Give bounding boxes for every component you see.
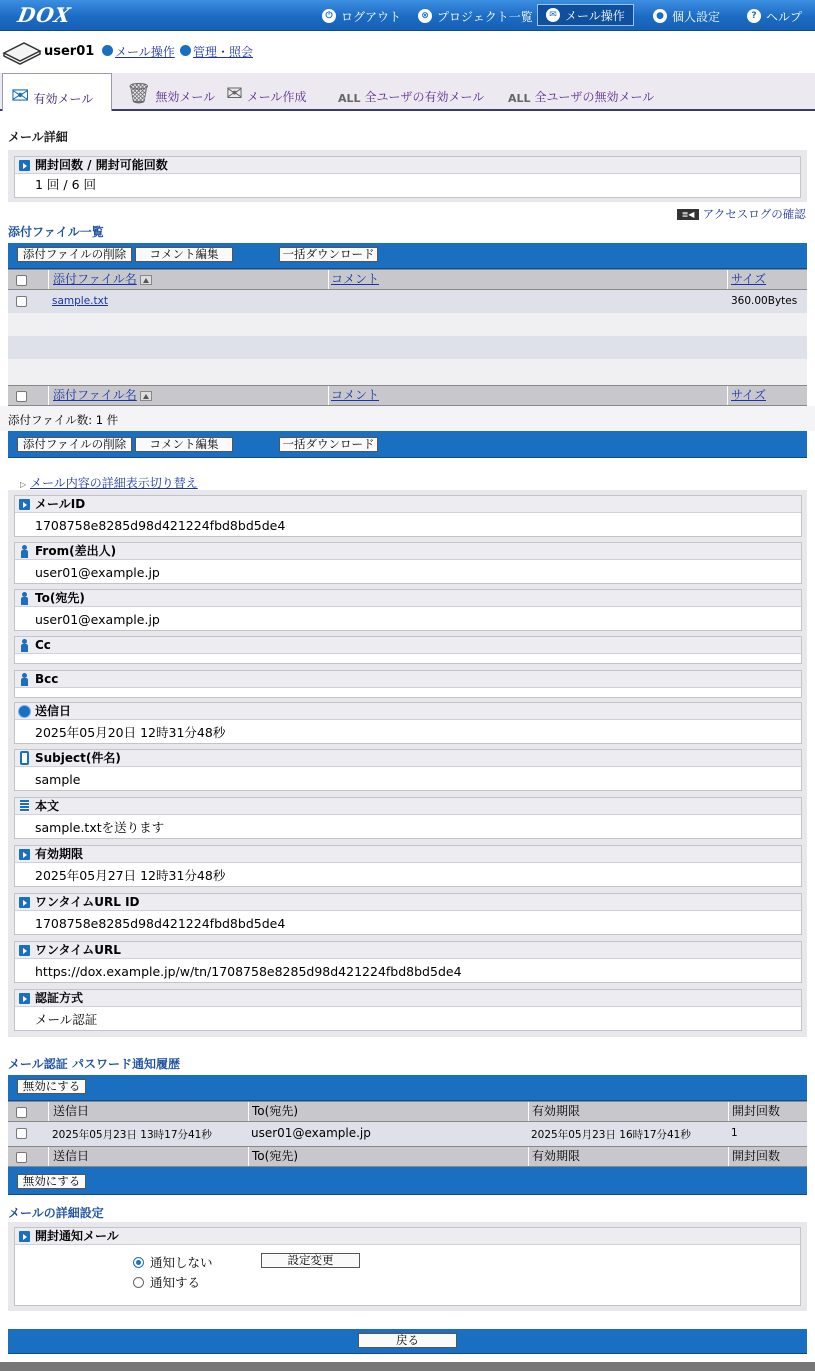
col-expiry: 有効期限: [528, 1147, 728, 1166]
mail-field-label: To(宛先): [15, 590, 801, 607]
mail-field: [14, 542, 802, 584]
mail-field: [14, 989, 802, 1031]
history-toolbar-bottom: [8, 1167, 807, 1195]
mail-field: [14, 495, 802, 537]
logout-link[interactable]: ⏻ ログアウト: [322, 6, 401, 26]
history-expiry: 2025年05月23日 16時17分41秒: [531, 1129, 691, 1141]
open-notify-field: [14, 1227, 801, 1306]
arrow-icon: [180, 45, 191, 56]
mail-field-value: 2025年05月27日 12時31分48秒: [35, 868, 226, 883]
sort-asc-icon[interactable]: [140, 275, 152, 285]
attachment-count-row: [0, 406, 815, 431]
mail-field-label: メールID: [15, 496, 801, 513]
mail-field-value: sample: [35, 772, 81, 787]
open-count-panel: [8, 150, 807, 202]
mail-field: [14, 589, 802, 631]
row-checkbox[interactable]: [16, 1128, 27, 1139]
delete-attachment-button[interactable]: 添付ファイルの削除: [17, 437, 132, 452]
mail-field: [14, 941, 802, 983]
mail-field-value: user01@example.jp: [35, 565, 160, 580]
col-open-count: 開封回数: [728, 1147, 807, 1166]
bulk-download-button[interactable]: 一括ダウンロード: [279, 247, 378, 262]
arrow-icon: [19, 849, 30, 860]
tab-invalid-mail[interactable]: 🗑 無効メール: [126, 81, 216, 105]
select-all-checkbox[interactable]: [16, 391, 27, 402]
history-toolbar-top: [8, 1075, 807, 1101]
col-comment[interactable]: コメント: [328, 270, 728, 289]
clock-icon: [18, 705, 31, 718]
col-to: To(宛先): [248, 1147, 528, 1166]
mail-settings-title: メールの詳細設定: [8, 1206, 104, 1220]
mail-field-label: ワンタイムURL: [15, 942, 801, 959]
mail-tabs: [0, 73, 815, 111]
mail-detail-title: メール詳細: [8, 130, 68, 144]
mail-field-label: 有効期限: [15, 846, 801, 863]
top-navigation-bar: [0, 0, 815, 31]
history-table-footer-header: [8, 1146, 807, 1167]
mail-field-label: 認証方式: [15, 990, 801, 1007]
col-filename[interactable]: 添付ファイル名: [48, 386, 328, 405]
arrow-icon: [19, 945, 30, 956]
select-all-checkbox[interactable]: [16, 1107, 27, 1118]
document-icon: [20, 800, 29, 812]
mail-field-label: Bcc: [15, 671, 801, 688]
edit-comment-button[interactable]: コメント編集: [135, 437, 233, 452]
history-opens: 1: [731, 1127, 738, 1139]
attachment-toolbar-top: [8, 243, 807, 269]
arrow-icon: [19, 499, 30, 510]
mail-field-label: ワンタイムURL ID: [15, 894, 801, 911]
mail-field: [14, 749, 802, 791]
tab-valid-mail[interactable]: ✉ 有効メール: [2, 73, 112, 111]
bottom-edge: [0, 1362, 815, 1371]
mail-field-label: 本文: [15, 798, 801, 815]
arrow-icon: [102, 45, 113, 56]
open-count-label: 開封回数 / 開封可能回数: [15, 157, 800, 174]
mail-field: [14, 797, 802, 839]
sort-asc-icon[interactable]: [140, 391, 152, 401]
col-sent-date: 送信日: [48, 1147, 248, 1166]
project-icon: ⊗: [418, 9, 432, 23]
edit-comment-button[interactable]: コメント編集: [135, 247, 233, 262]
attachment-table-footer-header: [8, 385, 807, 406]
mail-field: [14, 670, 802, 698]
mail-envelope-icon: [2, 39, 42, 65]
person-icon: [20, 639, 28, 652]
all-mail-icon: ALL: [338, 92, 361, 105]
radio-selected[interactable]: [133, 1257, 144, 1268]
mail-field-value: 1708758e8285d98d421224fbd8bd5de4: [35, 916, 286, 931]
person-icon: [20, 592, 28, 605]
history-table-header: [8, 1101, 807, 1122]
all-trash-icon: ALL: [508, 92, 531, 105]
notify-yes-radio[interactable]: 通知する: [133, 1273, 200, 1291]
mail-field-value: 1708758e8285d98d421224fbd8bd5de4: [35, 518, 286, 533]
mail-field-label: Cc: [15, 637, 801, 654]
mail-icon: ✉: [546, 8, 560, 22]
attachment-toolbar-bottom: [8, 431, 807, 458]
power-icon: ⏻: [322, 9, 336, 23]
attachment-table-header: [8, 269, 807, 290]
personal-settings-link[interactable]: ● 個人設定: [653, 6, 720, 26]
col-comment[interactable]: コメント: [328, 386, 728, 405]
trash-icon: 🗑: [126, 81, 152, 105]
select-all-checkbox[interactable]: [16, 1152, 27, 1163]
user-breadcrumb-bar: [0, 31, 815, 73]
attachment-list-title: 添付ファイル一覧: [8, 225, 104, 239]
row-checkbox[interactable]: [16, 296, 27, 307]
mail-field-label: 送信日: [15, 703, 801, 720]
detail-toggle[interactable]: ▷ メール内容の詳細表示切り替え: [20, 476, 198, 490]
open-count-value: 1 回 / 6 回: [35, 177, 97, 192]
mail-field-value: メール認証: [35, 1012, 98, 1027]
empty-row: [8, 359, 807, 385]
col-sent-date: 送信日: [48, 1102, 248, 1121]
col-size[interactable]: サイズ: [727, 270, 807, 289]
change-settings-button[interactable]: 設定変更: [261, 1253, 360, 1268]
mail-operation-link[interactable]: ✉ メール操作: [537, 4, 634, 26]
col-open-count: 開封回数: [728, 1102, 807, 1121]
empty-row: [8, 336, 807, 359]
person-icon: [20, 545, 28, 558]
mail-field-label: Subject(件名): [15, 750, 801, 767]
mail-field-label: From(差出人): [15, 543, 801, 560]
select-all-checkbox[interactable]: [16, 275, 27, 286]
table-row: [8, 290, 807, 313]
mail-field: [14, 702, 802, 744]
person-icon: [20, 673, 28, 686]
triangle-icon: ▷: [20, 480, 27, 489]
disable-button[interactable]: 無効にする: [17, 1174, 86, 1189]
help-link[interactable]: ? ヘルプ: [747, 6, 802, 26]
col-filename[interactable]: 添付ファイル名: [48, 270, 328, 289]
arrow-icon: [19, 160, 30, 171]
empty-row: [8, 313, 807, 336]
attachment-size: 360.00Bytes: [731, 295, 798, 307]
mail-field-value: 2025年05月20日 12時31分48秒: [35, 725, 226, 740]
user-icon: ●: [653, 9, 667, 23]
mail-icon: ✉: [11, 84, 30, 109]
bulk-download-button[interactable]: 一括ダウンロード: [279, 437, 378, 452]
disable-button[interactable]: 無効にする: [17, 1079, 86, 1094]
mail-field-value: sample.txtを送ります: [35, 820, 165, 835]
project-list-link[interactable]: ⊗ プロジェクト一覧: [418, 6, 533, 26]
open-notify-label: 開封通知メール: [15, 1228, 800, 1245]
col-to: To(宛先): [248, 1102, 528, 1121]
back-button[interactable]: 戻る: [358, 1333, 457, 1348]
mail-operation-breadcrumb[interactable]: メール操作: [115, 45, 175, 59]
log-icon: ≣◀: [677, 209, 699, 220]
access-log-link[interactable]: ≣◀ アクセスログの確認: [677, 206, 806, 222]
mail-field: [14, 893, 802, 935]
arrow-icon: [19, 897, 30, 908]
notify-no-radio[interactable]: 通知しない: [133, 1253, 213, 1271]
radio-unselected[interactable]: [133, 1277, 144, 1288]
username: user01: [44, 44, 95, 59]
settings-panel: [8, 1222, 807, 1311]
help-icon: ?: [747, 9, 761, 23]
arrow-icon: [19, 1231, 30, 1242]
table-row: [8, 1122, 807, 1146]
tab-compose-mail[interactable]: ✉ メール作成: [226, 81, 307, 105]
history-sent: 2025年05月23日 13時17分41秒: [52, 1129, 212, 1141]
mail-field: [14, 636, 802, 664]
tab-all-users-valid-mail[interactable]: ALL 全ユーザの有効メール: [338, 90, 485, 105]
attachment-filename-link[interactable]: sample.txt: [52, 295, 108, 307]
open-count-field: [14, 156, 801, 198]
dox-logo: DOX: [15, 3, 74, 27]
arrow-icon: [19, 993, 30, 1004]
mail-field-value: https://dox.example.jp/w/tn/1708758e8285d98d421224fbd8bd5de4: [35, 964, 462, 979]
footer-bar: [8, 1329, 807, 1354]
tab-all-users-invalid-mail[interactable]: ALL 全ユーザの無効メール: [508, 90, 655, 105]
mail-field: [14, 845, 802, 887]
admin-breadcrumb[interactable]: 管理・照会: [193, 45, 254, 59]
phone-icon: [20, 751, 29, 765]
mail-field-value: user01@example.jp: [35, 612, 160, 627]
attachment-count: 添付ファイル数: 1 件: [8, 413, 119, 427]
history-to: user01@example.jp: [251, 1126, 371, 1140]
password-history-title: メール認証 パスワード通知履歴: [8, 1057, 180, 1071]
delete-attachment-button[interactable]: 添付ファイルの削除: [17, 247, 132, 262]
compose-icon: ✉: [226, 81, 243, 105]
col-expiry: 有効期限: [528, 1102, 728, 1121]
col-size[interactable]: サイズ: [727, 386, 807, 405]
